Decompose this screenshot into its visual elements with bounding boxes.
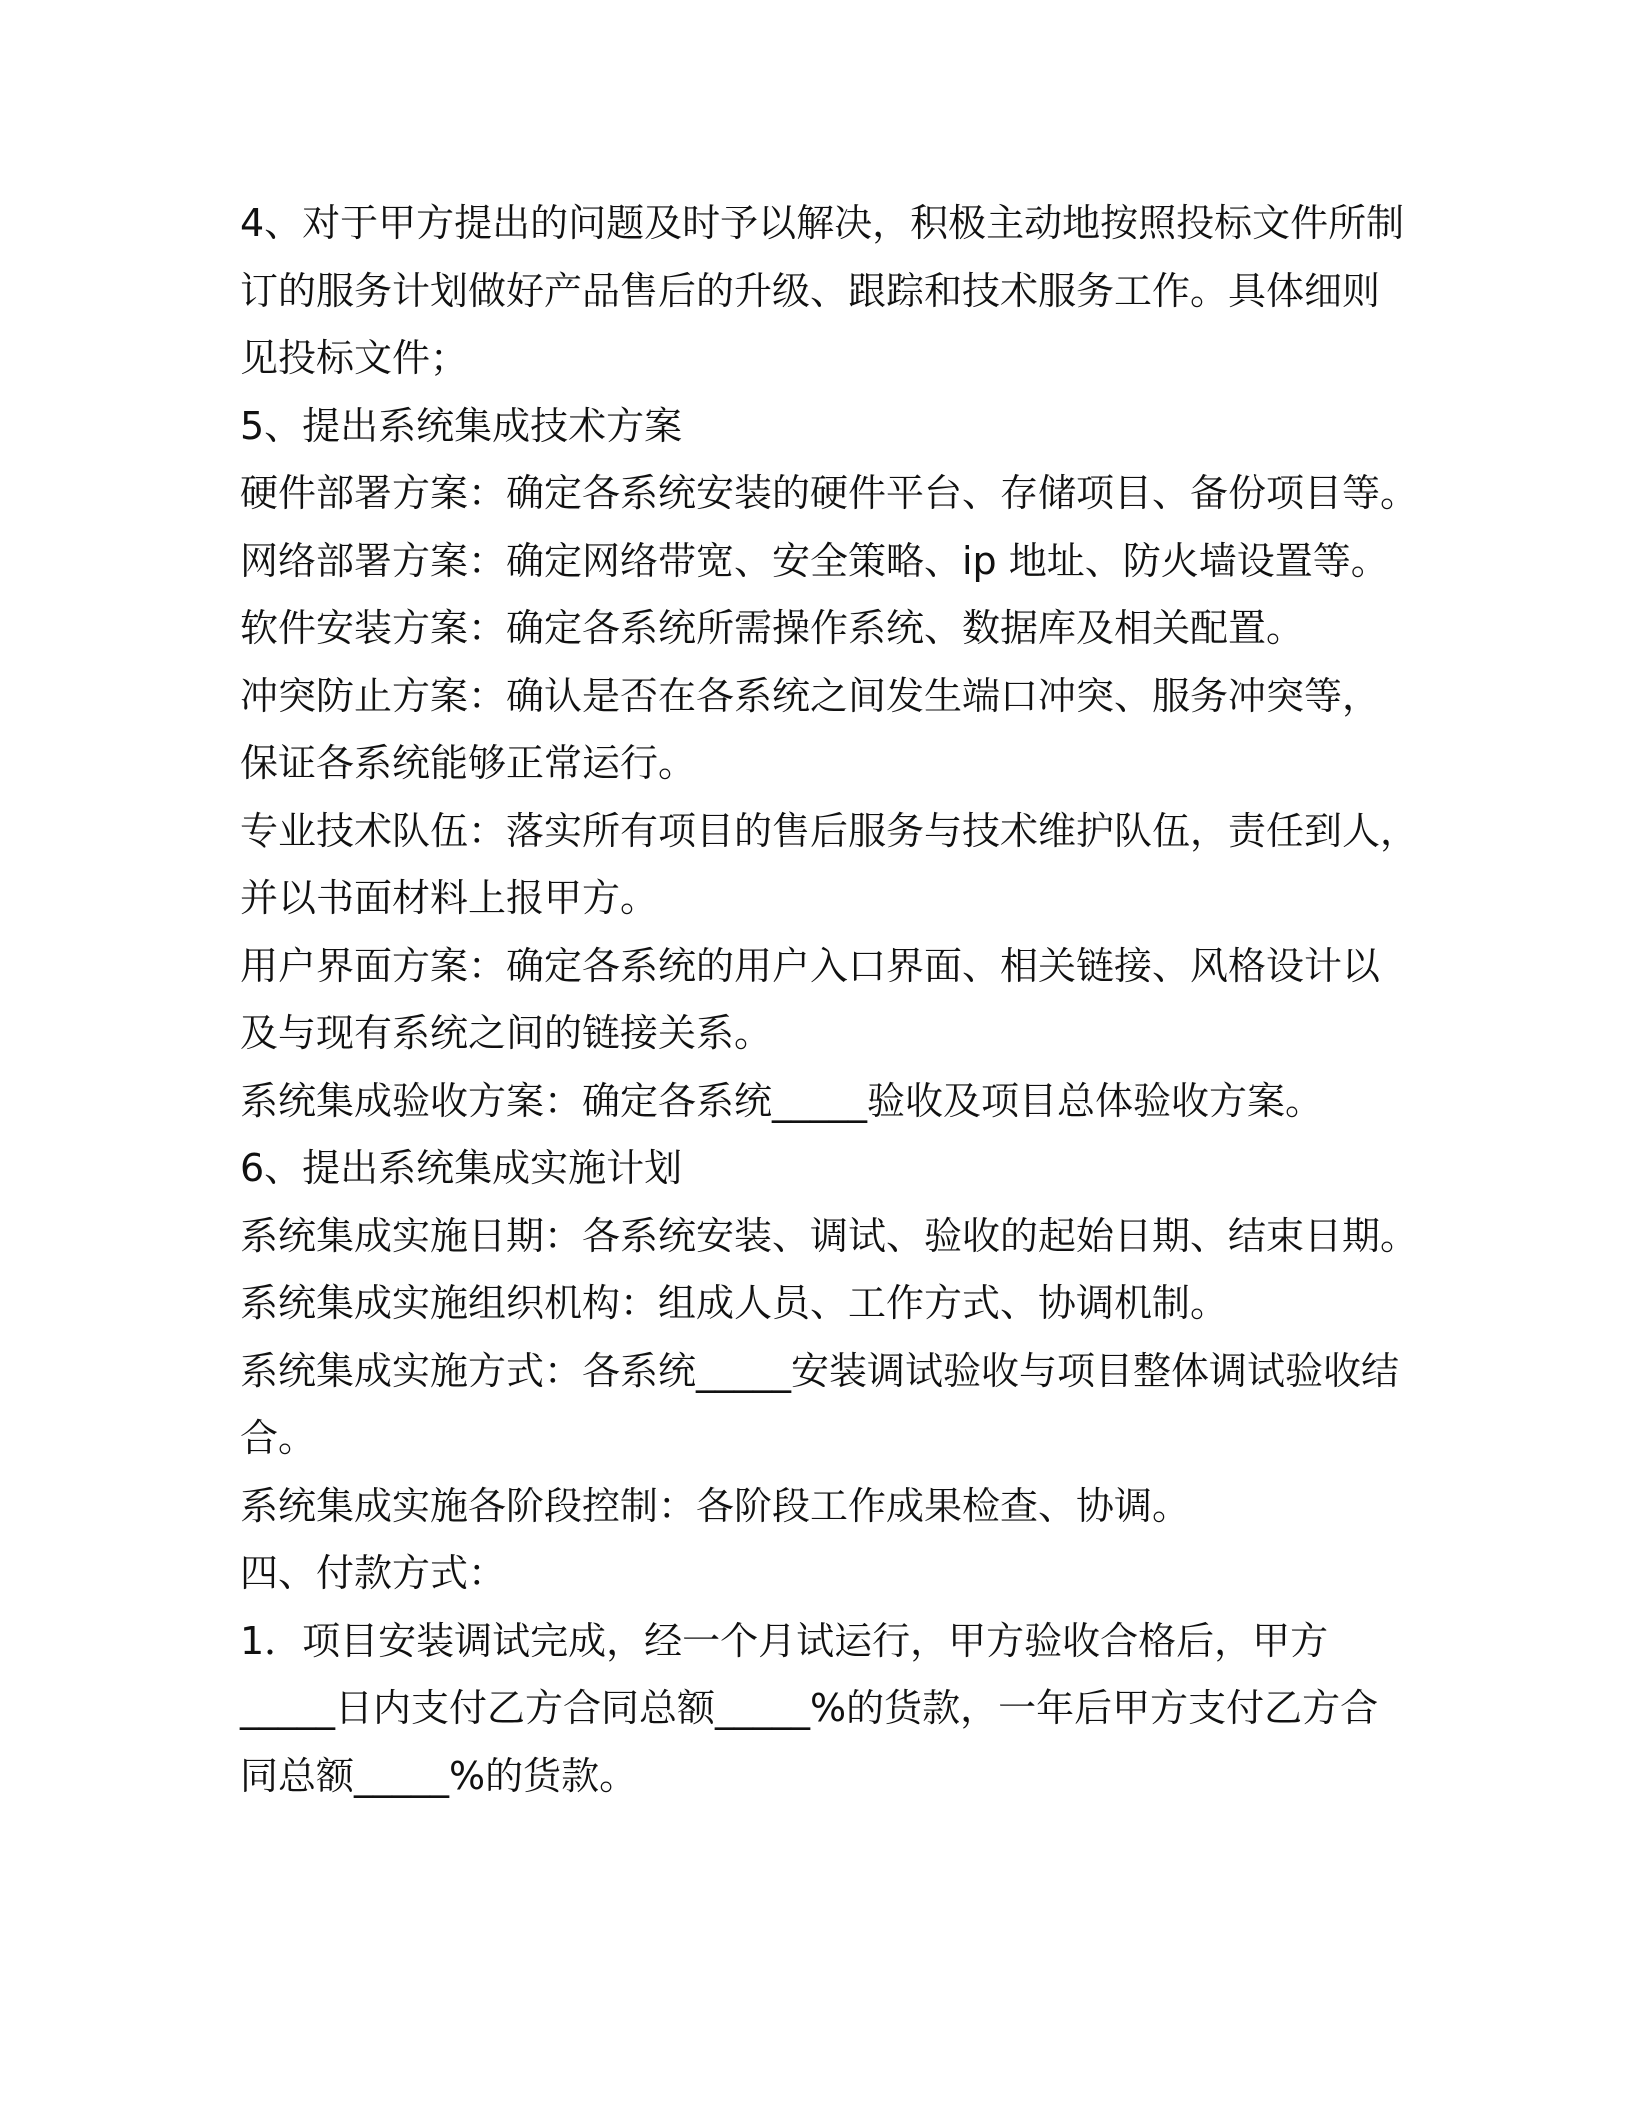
paragraph-software-plan	[240, 595, 1420, 663]
text-line: 并以书面材料上报甲方。	[240, 876, 659, 920]
paragraph-payment-1	[240, 1608, 1420, 1811]
paragraph-impl-org	[240, 1270, 1420, 1338]
text-line: 冲突防止方案：确认是否在各系统之间发生端口冲突、服务冲突等，	[240, 673, 1381, 718]
paragraph-tech-team	[240, 798, 1420, 933]
text-line: 5、提出系统集成技术方案	[240, 403, 683, 448]
text-line: 6、提出系统集成实施计划	[240, 1146, 683, 1190]
text-line: 1．项目安装调试完成，经一个月试运行，甲方验收合格后，甲方	[240, 1618, 1329, 1663]
paragraph-impl-dates	[240, 1203, 1420, 1271]
paragraph-item-6	[240, 1135, 1420, 1203]
paragraph-ui-plan	[240, 933, 1420, 1068]
text-line: 用户界面方案：确定各系统的用户入口界面、相关链接、风格设计以	[240, 943, 1381, 988]
paragraph-hardware-plan	[240, 460, 1420, 528]
text-line: 四、付款方式：	[240, 1551, 507, 1595]
text-line: 同总额_____%的货款。	[240, 1753, 638, 1798]
text-line: 系统集成实施日期：各系统安装、调试、验收的起始日期、结束日期。	[240, 1213, 1419, 1258]
text-line: _____日内支付乙方合同总额_____%的货款，一年后甲方支付乙方合	[240, 1686, 1379, 1730]
text-line: 系统集成验收方案：确定各系统_____验收及项目总体验收方案。	[240, 1078, 1324, 1123]
text-line: 订的服务计划做好产品售后的升级、跟踪和技术服务工作。具体细则	[240, 268, 1381, 313]
text-line: 网络部署方案：确定网络带宽、安全策略、ip 地址、防火墙设置等。	[240, 538, 1389, 583]
paragraph-network-plan	[240, 528, 1420, 596]
paragraph-item-4	[240, 190, 1420, 393]
paragraph-impl-control	[240, 1473, 1420, 1541]
text-line: 硬件部署方案：确定各系统安装的硬件平台、存储项目、备份项目等。	[240, 471, 1419, 515]
text-line: 及与现有系统之间的链接关系。	[240, 1011, 773, 1055]
paragraph-conflict-plan	[240, 663, 1420, 798]
text-line: 系统集成实施方式：各系统_____安装调试验收与项目整体调试验收结	[240, 1348, 1400, 1393]
paragraph-item-5	[240, 393, 1420, 461]
document-page	[240, 190, 1420, 1810]
text-line: 4、对于甲方提出的问题及时予以解决，积极主动地按照投标文件所制	[240, 201, 1405, 245]
text-line: 软件安装方案：确定各系统所需操作系统、数据库及相关配置。	[240, 606, 1305, 650]
text-line: 保证各系统能够正常运行。	[240, 741, 697, 785]
text-line: 合。	[240, 1416, 317, 1460]
text-line: 系统集成实施各阶段控制：各阶段工作成果检查、协调。	[240, 1483, 1191, 1528]
paragraph-impl-method	[240, 1338, 1420, 1473]
paragraph-acceptance-plan	[240, 1068, 1420, 1136]
text-line: 专业技术队伍：落实所有项目的售后服务与技术维护队伍，责任到人，	[240, 808, 1419, 853]
text-line: 系统集成实施组织机构：组成人员、工作方式、协调机制。	[240, 1281, 1229, 1325]
text-line: 见投标文件；	[240, 336, 469, 380]
paragraph-section-4	[240, 1540, 1420, 1608]
